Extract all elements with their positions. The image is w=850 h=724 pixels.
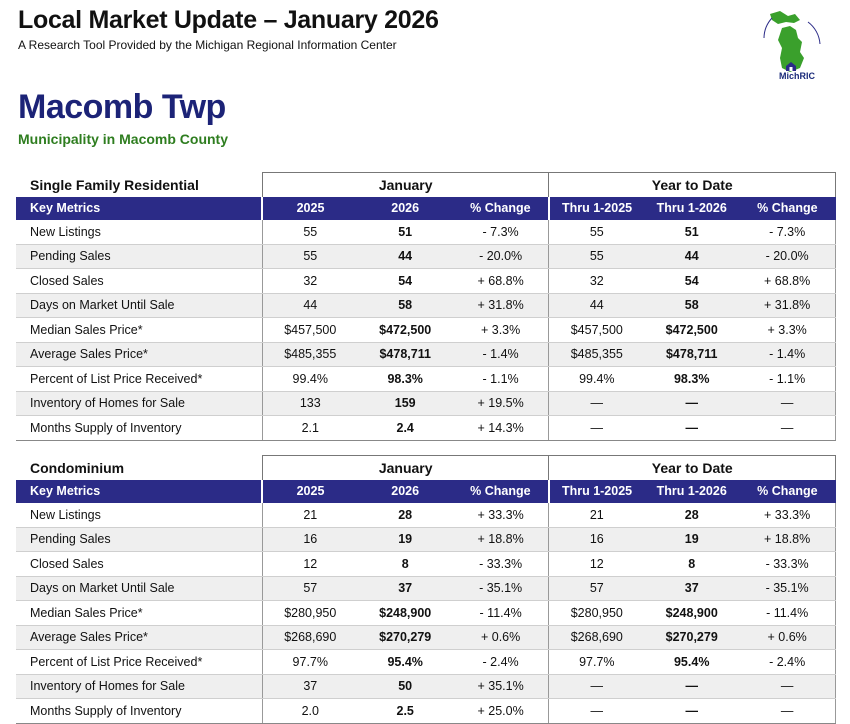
- metric-value: 44: [358, 244, 453, 269]
- report-subtitle: A Research Tool Provided by the Michigan Regional Information Center: [18, 38, 397, 52]
- metric-label: Pending Sales: [16, 527, 262, 552]
- metric-value: 95.4%: [644, 650, 739, 675]
- metric-value: - 7.3%: [739, 220, 835, 244]
- metric-value: - 35.1%: [453, 576, 549, 601]
- metric-value: —: [644, 699, 739, 724]
- metric-value: 19: [358, 527, 453, 552]
- metric-value: —: [739, 699, 835, 724]
- logo-text: MichRIC: [779, 71, 815, 81]
- column-header: % Change: [453, 197, 549, 221]
- column-header: % Change: [739, 480, 835, 504]
- table-row: [16, 342, 836, 367]
- metric-value: $268,690: [549, 625, 644, 650]
- metric-value: —: [644, 674, 739, 699]
- metric-value: + 31.8%: [453, 293, 549, 318]
- metric-value: 32: [549, 269, 644, 294]
- metric-value: - 33.3%: [739, 552, 835, 577]
- metric-value: 44: [549, 293, 644, 318]
- metric-value: 2.4: [358, 416, 453, 441]
- metric-value: - 20.0%: [739, 244, 835, 269]
- metric-value: + 0.6%: [453, 625, 549, 650]
- metric-label: Percent of List Price Received*: [16, 367, 262, 392]
- metric-value: 2.5: [358, 699, 453, 724]
- metric-value: 37: [644, 576, 739, 601]
- metric-label: Days on Market Until Sale: [16, 293, 262, 318]
- metric-label: Median Sales Price*: [16, 601, 262, 626]
- metric-value: $472,500: [358, 318, 453, 343]
- metric-value: $478,711: [358, 342, 453, 367]
- column-header: 2025: [262, 197, 357, 221]
- section-title: Single Family Residential: [30, 176, 199, 193]
- metric-value: —: [739, 391, 835, 416]
- column-header: % Change: [453, 480, 549, 504]
- metric-value: $270,279: [358, 625, 453, 650]
- metric-value: - 1.1%: [453, 367, 549, 392]
- metric-value: - 2.4%: [453, 650, 549, 675]
- column-header: % Change: [739, 197, 835, 221]
- metric-value: 28: [644, 503, 739, 527]
- metric-value: 97.7%: [262, 650, 357, 675]
- metrics-table-condominium: [16, 455, 836, 724]
- metric-value: $280,950: [262, 601, 357, 626]
- metric-value: $457,500: [262, 318, 357, 343]
- metric-value: - 1.1%: [739, 367, 835, 392]
- metric-label: Inventory of Homes for Sale: [16, 391, 262, 416]
- metric-value: $485,355: [262, 342, 357, 367]
- table-row: [16, 576, 836, 601]
- metric-value: —: [549, 699, 644, 724]
- area-name: Macomb Twp: [18, 88, 226, 126]
- metric-label: New Listings: [16, 503, 262, 527]
- metric-value: + 3.3%: [739, 318, 835, 343]
- metric-value: + 35.1%: [453, 674, 549, 699]
- metric-label: New Listings: [16, 220, 262, 244]
- metric-label: Inventory of Homes for Sale: [16, 674, 262, 699]
- section-title: Condominium: [30, 459, 125, 476]
- metric-value: 57: [262, 576, 357, 601]
- metric-value: + 0.6%: [739, 625, 835, 650]
- metric-value: 21: [549, 503, 644, 527]
- metric-value: 57: [549, 576, 644, 601]
- metric-value: $478,711: [644, 342, 739, 367]
- metric-value: $248,900: [358, 601, 453, 626]
- column-header: 2026: [358, 197, 453, 221]
- metric-value: - 1.4%: [739, 342, 835, 367]
- metric-value: 51: [644, 220, 739, 244]
- metric-value: $472,500: [644, 318, 739, 343]
- metric-value: + 3.3%: [453, 318, 549, 343]
- metric-value: 37: [262, 674, 357, 699]
- metric-value: —: [739, 674, 835, 699]
- metric-value: + 18.8%: [739, 527, 835, 552]
- metric-label: Average Sales Price*: [16, 625, 262, 650]
- metric-value: 16: [549, 527, 644, 552]
- table-row: [16, 601, 836, 626]
- metric-value: + 19.5%: [453, 391, 549, 416]
- metric-label: Percent of List Price Received*: [16, 650, 262, 675]
- column-header: Thru 1-2025: [549, 480, 644, 504]
- table-row: [16, 527, 836, 552]
- metric-value: 51: [358, 220, 453, 244]
- metric-value: —: [549, 674, 644, 699]
- metric-value: 16: [262, 527, 357, 552]
- metric-value: 99.4%: [262, 367, 357, 392]
- metric-value: - 1.4%: [453, 342, 549, 367]
- metric-value: $270,279: [644, 625, 739, 650]
- metric-value: 2.0: [262, 699, 357, 724]
- metric-value: - 11.4%: [739, 601, 835, 626]
- table-row: [16, 220, 836, 244]
- metric-value: —: [739, 416, 835, 441]
- table-row: [16, 674, 836, 699]
- group-header-month: January: [262, 456, 549, 480]
- metric-value: + 33.3%: [453, 503, 549, 527]
- table-row: [16, 293, 836, 318]
- metric-value: 54: [358, 269, 453, 294]
- metric-value: 28: [358, 503, 453, 527]
- table-row: [16, 503, 836, 527]
- column-header: 2025: [262, 480, 357, 504]
- metric-value: $248,900: [644, 601, 739, 626]
- table-row: [16, 244, 836, 269]
- metric-value: $485,355: [549, 342, 644, 367]
- table-row: [16, 650, 836, 675]
- metric-value: 44: [644, 244, 739, 269]
- metric-value: 55: [262, 220, 357, 244]
- metric-value: 55: [549, 220, 644, 244]
- metric-value: 98.3%: [358, 367, 453, 392]
- metric-value: 58: [358, 293, 453, 318]
- table-row: [16, 552, 836, 577]
- metric-value: 159: [358, 391, 453, 416]
- metric-value: 37: [358, 576, 453, 601]
- metric-value: - 2.4%: [739, 650, 835, 675]
- metric-value: 58: [644, 293, 739, 318]
- table-row: [16, 269, 836, 294]
- metric-label: Average Sales Price*: [16, 342, 262, 367]
- metric-value: + 68.8%: [739, 269, 835, 294]
- metric-value: + 68.8%: [453, 269, 549, 294]
- metric-label: Days on Market Until Sale: [16, 576, 262, 601]
- metric-value: - 33.3%: [453, 552, 549, 577]
- group-header-month: January: [262, 173, 549, 197]
- metric-label: Months Supply of Inventory: [16, 699, 262, 724]
- metric-value: $280,950: [549, 601, 644, 626]
- metric-value: + 25.0%: [453, 699, 549, 724]
- metric-value: 99.4%: [549, 367, 644, 392]
- metric-value: + 14.3%: [453, 416, 549, 441]
- metric-value: + 33.3%: [739, 503, 835, 527]
- metric-value: 55: [549, 244, 644, 269]
- metric-label: Median Sales Price*: [16, 318, 262, 343]
- metric-value: 44: [262, 293, 357, 318]
- metric-value: 8: [644, 552, 739, 577]
- metric-value: 12: [262, 552, 357, 577]
- metrics-table-single-family: [16, 172, 836, 441]
- metric-value: 8: [358, 552, 453, 577]
- column-header: Key Metrics: [16, 480, 262, 504]
- metric-value: 98.3%: [644, 367, 739, 392]
- metric-value: + 18.8%: [453, 527, 549, 552]
- metric-value: $457,500: [549, 318, 644, 343]
- metric-value: 21: [262, 503, 357, 527]
- table-row: [16, 318, 836, 343]
- table-row: [16, 416, 836, 441]
- group-header-ytd: Year to Date: [549, 173, 836, 197]
- group-header-ytd: Year to Date: [549, 456, 836, 480]
- metric-value: 50: [358, 674, 453, 699]
- table-row: [16, 625, 836, 650]
- metric-value: 133: [262, 391, 357, 416]
- column-header: Thru 1-2026: [644, 197, 739, 221]
- metric-value: —: [549, 391, 644, 416]
- metric-value: - 35.1%: [739, 576, 835, 601]
- metric-label: Closed Sales: [16, 269, 262, 294]
- metric-label: Pending Sales: [16, 244, 262, 269]
- report-title: Local Market Update – January 2026: [18, 6, 439, 34]
- metric-value: 97.7%: [549, 650, 644, 675]
- table-row: [16, 391, 836, 416]
- metric-value: 19: [644, 527, 739, 552]
- table-row: [16, 699, 836, 724]
- metric-label: Closed Sales: [16, 552, 262, 577]
- metric-label: Months Supply of Inventory: [16, 416, 262, 441]
- metric-value: 55: [262, 244, 357, 269]
- area-subtitle: Municipality in Macomb County: [18, 131, 229, 147]
- metric-value: —: [644, 416, 739, 441]
- metric-value: —: [644, 391, 739, 416]
- table-row: [16, 367, 836, 392]
- metric-value: 95.4%: [358, 650, 453, 675]
- metric-value: + 31.8%: [739, 293, 835, 318]
- metric-value: - 11.4%: [453, 601, 549, 626]
- metric-value: 12: [549, 552, 644, 577]
- column-header: 2026: [358, 480, 453, 504]
- column-header: Thru 1-2026: [644, 480, 739, 504]
- column-header: Thru 1-2025: [549, 197, 644, 221]
- column-header: Key Metrics: [16, 197, 262, 221]
- metric-value: 32: [262, 269, 357, 294]
- metric-value: 2.1: [262, 416, 357, 441]
- metric-value: —: [549, 416, 644, 441]
- metric-value: - 7.3%: [453, 220, 549, 244]
- metric-value: $268,690: [262, 625, 357, 650]
- metric-value: - 20.0%: [453, 244, 549, 269]
- metric-value: 54: [644, 269, 739, 294]
